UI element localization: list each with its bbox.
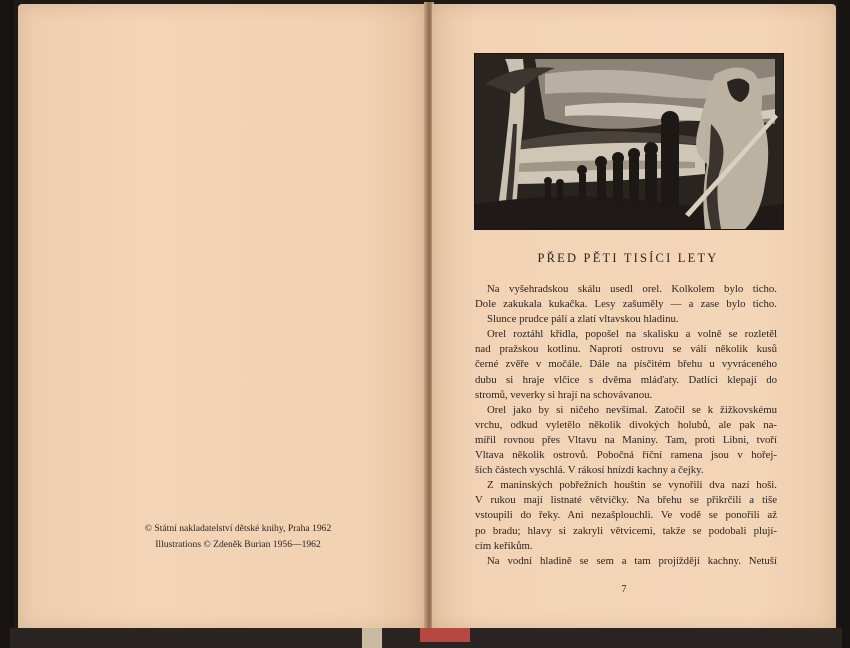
bookmark-ribbon [362,628,382,648]
page-number: 7 [621,584,627,595]
text-line: V rukou mají listnaté větvičky. Na břehu se přikrčili a tiše [475,494,777,507]
text-line: ších částech vyschlá. V rákosí hnízdí kachny a čejky. [475,464,704,477]
text-line: cím keříkům. [475,539,533,552]
copyright-line-publisher: © Státní nakladatelství dětské knihy, Praha 1962 [144,523,332,534]
copyright-line-illustrations: Illustrations © Zdeněk Burian 1956—1962 [155,539,321,550]
text-line: Slunce prudce pálí a zlatí vltavskou hladinu. [487,313,679,326]
text-line: nad pražskou kotlinu. Naproti ostrovu se válí několik kusů [475,343,777,356]
book-bottom-edge [10,628,842,648]
book-cover-edge-right [838,0,850,648]
text-line: vrchu, odkud vyletělo několik divokých holubů, ale pak na- [475,418,777,431]
text-line: stromů, veverky si hrají na schovávanou. [475,388,653,401]
book-cover-edge-left [0,0,14,648]
chapter-title: PŘED PĚTI TISÍCI LETY [537,251,719,265]
text-line: Orel roztáhl křídla, popošel na skalisku a volně se rozletěl [487,328,777,341]
copyright-notice [118,521,358,553]
text-line: mířil rovnou přes Vltavu na Maniny. Tam, proti Libni, tvoří [475,433,777,446]
text-line: Dole zakukala kukačka. Lesy zašuměly — a zase bylo ticho. [475,298,777,311]
text-line: Orel jako by si ničeho nevšímal. Zatočil se k žižkovskému [487,403,777,416]
text-line: dubu si hraje vlčice s dvěma mláďaty. Datlíci klepají do [475,373,777,386]
text-line: černé zvěře v močále. Dále na písčitém břehu u vyvráceného [475,358,777,371]
text-line: Na vyšehradskou skálu usedl orel. Kolkolem bylo ticho. [487,283,777,295]
woodcut-illustration [474,53,784,230]
text-line: po bradu; hlavy si zakryli větvicemi, takže se podobali plují- [475,524,777,537]
book-spine-red-band [420,628,470,642]
text-line: Z maninských pobřežních houštin se vynořili dva nazí hoši. [487,479,777,492]
text-line: vstoupili do řeky. Ani nezašplouchli. Ve vodě se ponořili až [475,509,777,522]
chapter-body-text [475,282,777,569]
text-line: Na vodní hladině se sem a tam projíždějí kachny. Netuší [487,554,777,567]
text-line: Vltava několik ostrovů. Pobočná říční ramena jsou v hořej- [475,449,777,462]
